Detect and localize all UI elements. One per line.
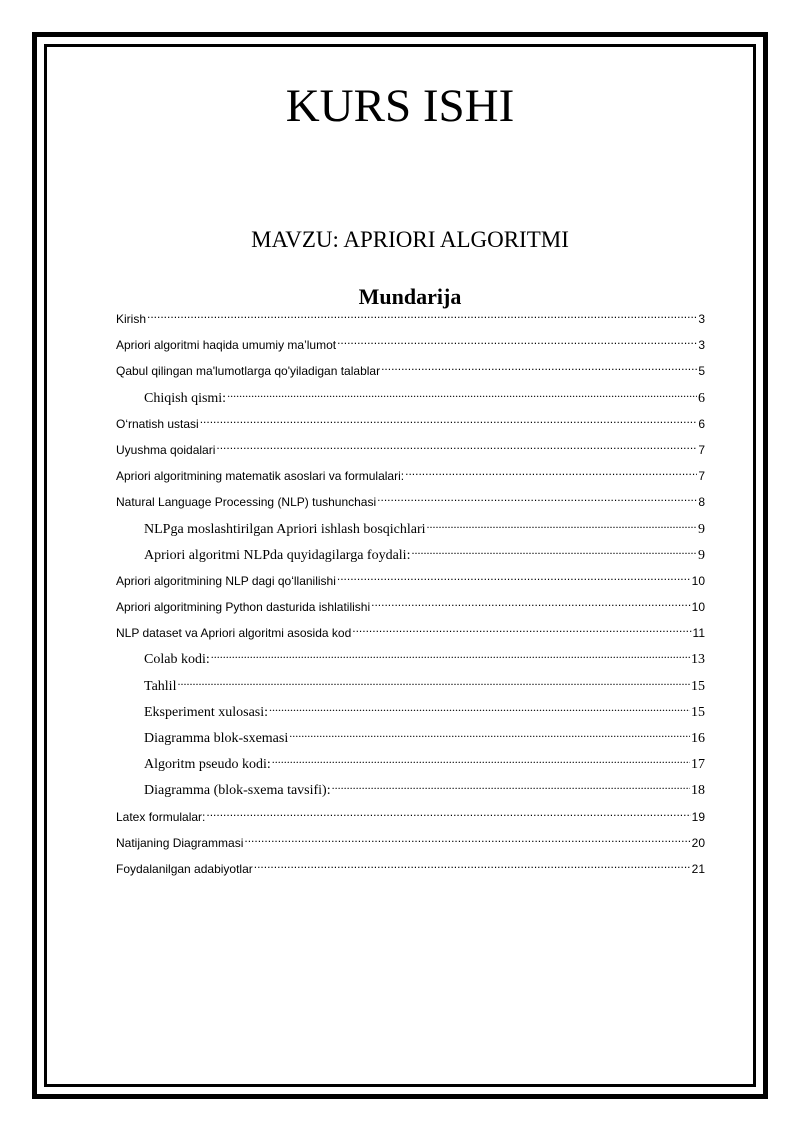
toc-entry-label: Apriori algoritmi haqida umumiy ma’lumot: [116, 338, 337, 353]
dot-leader: [289, 728, 690, 742]
toc-entry-label: NLP dataset va Apriori algoritmi asosida kod: [116, 626, 352, 641]
toc-entry-page: 11: [692, 626, 705, 641]
toc-entry[interactable]: [116, 676, 705, 702]
toc-entry-label: Eksperiment xulosasi:: [144, 704, 269, 720]
dot-leader: [244, 833, 690, 847]
dot-leader: [227, 388, 697, 402]
toc-entry-page: 15: [691, 704, 705, 720]
toc-entry-page: 8: [698, 495, 705, 510]
document-subtitle: MAVZU: APRIORI ALGORITMI: [251, 227, 569, 252]
toc-entry[interactable]: [116, 519, 705, 545]
toc-entry-label: Algoritm pseudo kodi:: [144, 757, 271, 773]
dot-leader: [200, 414, 698, 428]
toc-entry[interactable]: [116, 466, 705, 492]
toc-entry-label: Kirish: [116, 312, 147, 326]
dot-leader: [177, 676, 690, 690]
dot-leader: [352, 623, 691, 637]
toc-entry-page: 18: [691, 783, 705, 799]
dot-leader: [427, 519, 697, 533]
toc-entry-label: Apriori algoritmining matematik asoslari va formulalari:: [116, 469, 405, 484]
toc-entry[interactable]: [116, 623, 705, 649]
document-title: KURS ISHI: [285, 80, 515, 132]
toc-entry[interactable]: [116, 728, 705, 754]
toc-entry-label: Qabul qilingan ma'lumotlarga qo'yiladigan talablar: [116, 364, 381, 379]
toc-entry[interactable]: [116, 440, 705, 466]
dot-leader: [147, 309, 697, 323]
toc-entry[interactable]: [116, 571, 705, 597]
toc-entry[interactable]: [116, 335, 705, 361]
dot-leader: [377, 492, 697, 506]
toc-entry-label: Apriori algoritmi NLPda quyidagilarga foydali:: [144, 547, 411, 563]
toc-entry-label: Tahlil: [144, 678, 177, 694]
toc-entry-page: 17: [691, 757, 705, 773]
toc-entry[interactable]: [116, 414, 705, 440]
toc-entry-page: 20: [691, 835, 705, 850]
dot-leader: [411, 545, 697, 559]
toc-entry-label: Foydalanilgan adabiyotlar: [116, 861, 253, 876]
dot-leader: [337, 571, 691, 585]
toc-entry[interactable]: [116, 545, 705, 571]
toc-entry-label: O‘rnatish ustasi: [116, 416, 199, 431]
toc-entry-page: 7: [698, 469, 705, 484]
toc-entry[interactable]: [116, 597, 705, 623]
dot-leader: [337, 335, 697, 349]
toc-entry-label: Natural Language Processing (NLP) tushunchasi: [116, 495, 377, 510]
toc-entry-page: 10: [691, 573, 705, 588]
toc-entry-label: Apriori algoritmining NLP dagi qoʻllanilishi: [116, 573, 336, 588]
toc-entry-label: Chiqish qismi:: [144, 390, 227, 406]
dot-leader: [269, 702, 690, 716]
toc-entry-label: Uyushma qoidalari: [116, 442, 216, 457]
dot-leader: [216, 440, 697, 454]
toc-entry-page: 3: [698, 338, 705, 353]
dot-leader: [405, 466, 697, 480]
toc-entry[interactable]: [116, 492, 705, 518]
toc-entry-page: 16: [691, 731, 705, 746]
toc-entry[interactable]: [116, 807, 705, 833]
toc-entry[interactable]: [116, 361, 705, 387]
toc-entry-label: NLPga moslashtirilgan Apriori ishlash bosqichlari: [144, 521, 426, 537]
toc-entry-label: Apriori algoritmining Python dasturida ishlatilishi: [116, 600, 371, 615]
dot-leader: [272, 754, 690, 768]
toc-entry-label: Diagramma (blok-sxema tavsifi):: [144, 783, 331, 799]
toc-entry-page: 9: [698, 521, 705, 537]
toc-entry[interactable]: [116, 859, 705, 885]
dot-leader: [211, 649, 690, 663]
toc-entry[interactable]: [116, 388, 705, 414]
toc-entry-page: 9: [698, 547, 705, 563]
toc-entry-label: Colab kodi:: [144, 652, 210, 668]
toc-entry-page: 7: [698, 442, 705, 457]
toc-entry[interactable]: [116, 833, 705, 859]
toc-entry-page: 10: [691, 600, 705, 615]
dot-leader: [332, 780, 690, 794]
toc-entry-page: 5: [698, 364, 705, 379]
toc-entry-page: 15: [691, 678, 705, 694]
toc-entry-page: 19: [691, 809, 705, 824]
dot-leader: [254, 859, 691, 873]
toc-entry-page: 6: [698, 416, 705, 431]
dot-leader: [381, 361, 697, 375]
toc-entry[interactable]: [116, 649, 705, 675]
toc-entry-label: Natijaning Diagrammasi: [116, 835, 244, 850]
toc-entry-page: 6: [698, 390, 705, 406]
toc-heading: Mundarija: [358, 284, 462, 309]
dot-leader: [206, 807, 690, 821]
toc-entry[interactable]: [116, 754, 705, 780]
table-of-contents: [116, 309, 705, 885]
toc-entry-page: 3: [698, 312, 705, 326]
toc-entry[interactable]: [116, 702, 705, 728]
toc-entry[interactable]: [116, 309, 705, 335]
toc-entry[interactable]: [116, 780, 705, 806]
toc-entry-label: Latex formulalar:: [116, 809, 206, 824]
dot-leader: [371, 597, 691, 611]
toc-entry-page: 13: [691, 652, 705, 668]
toc-entry-label: Diagramma blok-sxemasi: [144, 731, 289, 746]
toc-entry-page: 21: [691, 861, 705, 876]
